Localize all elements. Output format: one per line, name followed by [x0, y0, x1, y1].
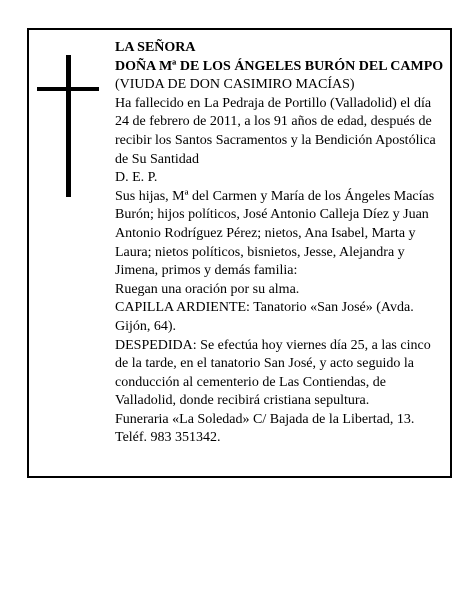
family-paragraph: Sus hijas, Mª del Carmen y María de los Ángeles Macías Burón; hijos políticos, José Antonio Calleja Díez y Juan Antonio Rodríguez Pérez; nietos, Ana Isabel, Marta y Laura; nietos políticos, bisnietos, Jesse, Alejandra y Jimena, primos y demás familia: [115, 188, 435, 279]
deceased-name: DOÑA Mª DE LOS ÁNGELES BURÓN DEL CAMPO [115, 58, 444, 74]
cross-vertical-bar [66, 55, 71, 197]
heading-intro: LA SEÑORA [115, 40, 196, 55]
prayer-line: Ruegan una oración por su alma. [115, 281, 300, 297]
death-notice-paragraph: Ha fallecido en La Pedraja de Portillo (Valladolid) el día 24 de febrero de 2011, a los 91 años de edad, después de recibir los Santos Sacramentos y la Bendición Apostólica de Su Santidad [115, 95, 436, 167]
cross-horizontal-bar [37, 87, 99, 91]
funeral-home-paragraph: Funeraria «La Soledad» C/ Bajada de la Libertad, 13. Teléf. 983 351342. [115, 411, 415, 446]
obituary-text [115, 39, 447, 448]
latin-cross-icon [37, 55, 99, 197]
farewell-paragraph: DESPEDIDA: Se efectúa hoy viernes día 25, a las cinco de la tarde, en el tanatorio San José, y acto seguido la conducción al cementerio de Las Contiendas, de Valladolid, donde recibirá cristiana sepultura. [115, 337, 431, 409]
widow-of-line: (VIUDA DE DON CASIMIRO MACÍAS) [115, 77, 355, 93]
chapel-paragraph: CAPILLA ARDIENTE: Tanatorio «San José» (Avda. Gijón, 64). [115, 300, 414, 334]
dep-line: D. E. P. [115, 170, 158, 186]
